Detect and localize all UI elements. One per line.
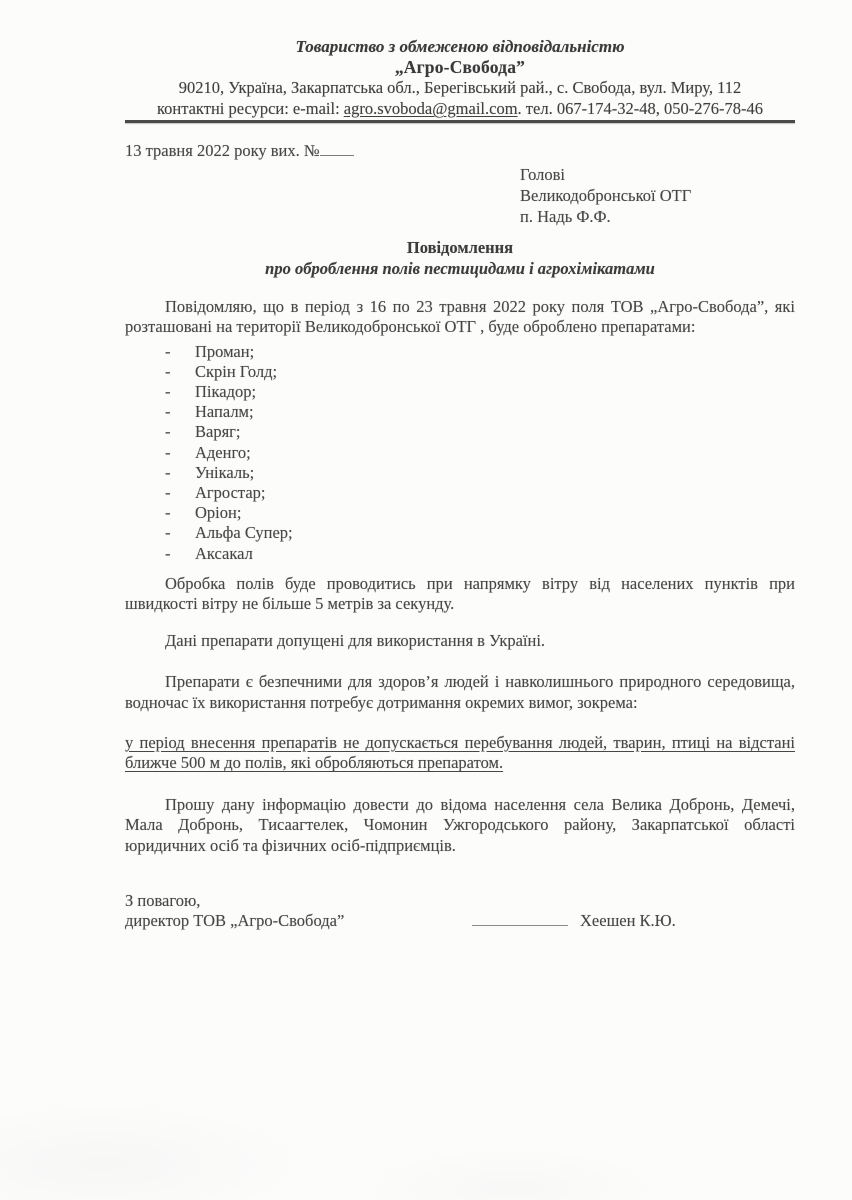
company-type-line: Товариство з обмеженою відповідальністю xyxy=(295,37,625,56)
letter-content xyxy=(125,36,795,933)
preparation-list-item xyxy=(125,422,795,442)
contacts-suffix: . тел. 067-174-32-48, 050-276-78-46 xyxy=(517,99,764,118)
list-dash-marker: - xyxy=(165,523,171,543)
list-dash-marker: - xyxy=(165,402,171,422)
document-title: Повідомлення xyxy=(406,238,514,258)
company-email: agro.svoboda@gmail.com xyxy=(343,99,518,118)
preparation-name: Оріон; xyxy=(195,503,242,523)
list-dash-marker: - xyxy=(165,422,171,442)
list-dash-marker: - xyxy=(165,503,171,523)
contacts-prefix: контактні ресурси: e-mail: xyxy=(156,99,344,118)
list-dash-marker: - xyxy=(165,543,171,563)
signatory-position: директор ТОВ „Агро-Свобода” xyxy=(125,911,345,931)
company-address-line: 90210, Україна, Закарпатська обл., Берегівський рай., с. Свобода, вул. Миру, 112 xyxy=(178,78,742,97)
outgoing-number-blank xyxy=(320,141,354,156)
signature-group xyxy=(472,911,676,931)
preparation-list-item xyxy=(125,544,795,564)
company-name-line: „Агро-Свобода” xyxy=(394,57,526,77)
list-dash-marker: - xyxy=(165,382,171,402)
list-dash-marker: - xyxy=(165,462,171,482)
date-line xyxy=(125,141,795,161)
preparation-name: Пікадор; xyxy=(195,382,257,402)
paragraph-safety: Препарати є безпечними для здоров’я людей і навколишнього природного середовища, водночас їх використання потребує дотримання окремих вимог, зокрема: xyxy=(125,672,795,712)
preparation-list-item xyxy=(125,443,795,463)
preparations-list xyxy=(125,342,795,564)
signature-row xyxy=(125,911,795,933)
preparation-list-item xyxy=(125,342,795,362)
preparation-list-item xyxy=(125,402,795,422)
document-subtitle: про оброблення полів пестицидами і агрохімікатами xyxy=(265,259,655,279)
letterhead xyxy=(125,36,795,123)
preparation-list-item xyxy=(125,503,795,523)
addressee-block xyxy=(520,164,795,227)
preparation-name: Скрін Голд; xyxy=(195,361,278,381)
signature-blank-line xyxy=(472,911,568,926)
list-dash-marker: - xyxy=(165,341,171,361)
preparation-name: Напалм; xyxy=(195,402,254,422)
list-dash-marker: - xyxy=(165,361,171,381)
paragraph-wind-conditions: Обробка полів буде проводитись при напрямку вітру від населених пунктів при швидкості вітру не більше 5 метрів за секунду. xyxy=(125,573,795,614)
paragraph-notify-villages: Прошу дану інформацію довести до відома населення села Велика Добронь, Демечі, Мала Добронь, Тисаагтелек, Чомонин Ужгородського району, Закарпатської області юридичних осіб та фізичних осіб-підприємців. xyxy=(125,795,795,855)
preparation-name: Аксакал xyxy=(195,543,253,563)
date-text: 13 травня 2022 року вих. № xyxy=(125,141,320,160)
warning-underlined-paragraph: у період внесення препаратів не допускається перебування людей, тварин, птиці на відстані ближче 500 м до полів, які обробляються препаратом. xyxy=(125,732,795,773)
preparation-list-item xyxy=(125,483,795,503)
preparation-list-item xyxy=(125,362,795,382)
signatory-name: Хеешен К.Ю. xyxy=(580,911,676,931)
signature-closing: З повагою, xyxy=(125,890,201,910)
preparation-name: Альфа Супер; xyxy=(195,523,293,543)
preparation-list-item xyxy=(125,523,795,543)
preparation-list-item xyxy=(125,382,795,402)
paragraph-intro: Повідомляю, що в період з 16 по 23 травня 2022 року поля ТОВ „Агро-Свобода”, які розташовані на території Великодобронської ОТГ , буде оброблено препаратами: xyxy=(125,297,795,337)
paragraph-approved-ukraine: Дані препарати допущені для використання в Україні. xyxy=(165,631,546,651)
preparation-name: Унікаль; xyxy=(195,462,255,482)
addressee-person: п. Надь Ф.Ф. xyxy=(520,207,611,227)
preparation-name: Агростар; xyxy=(195,483,266,503)
list-dash-marker: - xyxy=(165,442,171,462)
list-dash-marker: - xyxy=(165,483,171,503)
preparation-name: Варяг; xyxy=(195,422,241,442)
addressee-organization: Великодобронської ОТГ xyxy=(520,186,692,206)
preparation-list-item xyxy=(125,463,795,483)
letterhead-divider xyxy=(125,120,795,123)
preparation-name: Аденго; xyxy=(195,442,251,462)
addressee-role: Голові xyxy=(520,165,565,185)
company-contacts-line xyxy=(125,98,795,119)
preparation-name: Проман; xyxy=(195,341,255,361)
